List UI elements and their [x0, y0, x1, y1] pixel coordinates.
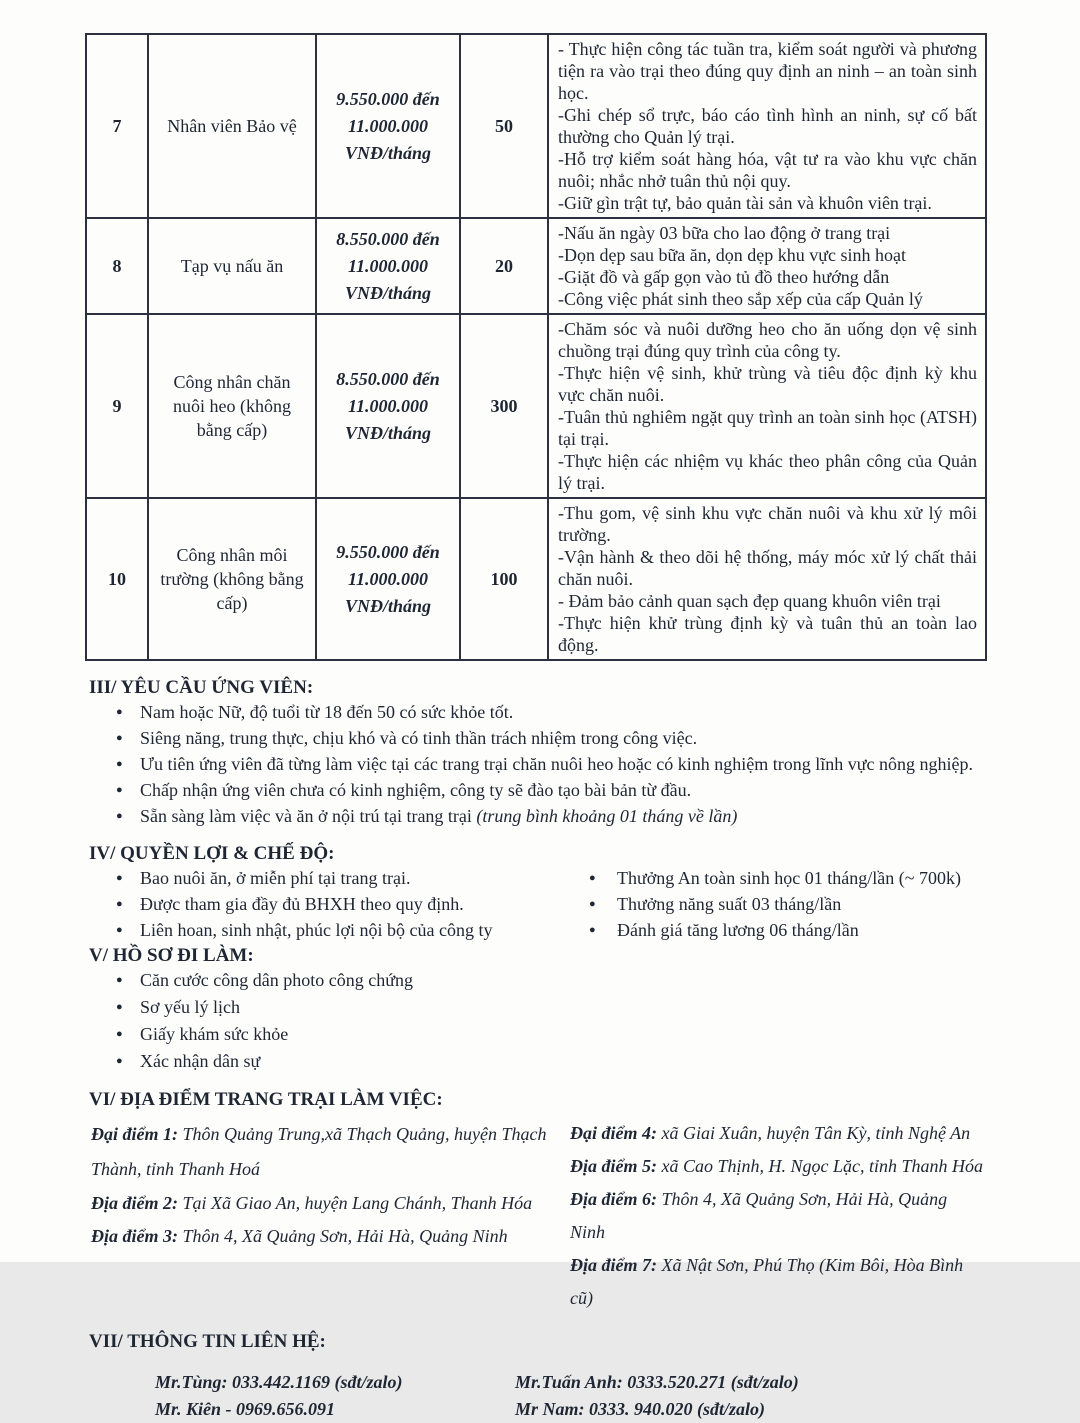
benefit-item: ● Liên hoan, sinh nhật, phúc lợi nội bộ của công ty: [85, 917, 585, 943]
location-text: xã Cao Thịnh, H. Ngọc Lặc, tỉnh Thanh Hóa: [657, 1156, 984, 1176]
job-title-cell: Tạp vụ nấu ăn: [148, 218, 316, 314]
benefit-item: ● Đánh giá tăng lương 06 tháng/lần: [585, 917, 985, 943]
salary-line: 8.550.000 đến: [336, 368, 440, 389]
salary-line: 11.000.000: [347, 568, 428, 589]
job-description-line: -Chăm sóc và nuôi dưỡng heo cho ăn uống dọn vệ sinh chuồng trại đúng quy trình của công ty.: [558, 319, 977, 361]
quantity-cell: 100: [460, 498, 548, 660]
benefit-item: ● Thưởng năng suất 03 tháng/lần: [585, 891, 985, 917]
job-description-line: - Thực hiện công tác tuần tra, kiểm soát người và phương tiện ra vào trại theo đúng quy định an ninh – an toàn sinh học.: [558, 39, 977, 103]
salary-line: 8.550.000 đến: [336, 228, 440, 249]
job-description-line: -Hỗ trợ kiểm soát hàng hóa, vật tư ra vào khu vực chăn nuôi; nhắc nhở tuân thủ nội quy.: [558, 149, 977, 191]
job-description-line: -Nấu ăn ngày 03 bữa cho lao động ở trang trại: [558, 223, 891, 243]
quantity-cell: 300: [460, 314, 548, 498]
job-description-line: -Vận hành & theo dõi hệ thống, máy móc xử lý chất thải chăn nuôi.: [558, 547, 977, 589]
section-documents: [85, 945, 985, 1075]
job-positions-table: [85, 33, 987, 661]
requirement-text: Sẵn sàng làm việc và ăn ở nội trú tại trang trại: [140, 806, 477, 826]
job-description-line: -Tuân thủ nghiêm ngặt quy trình an toàn sinh học (ATSH) tại trại.: [558, 407, 977, 449]
document-item: ● Sơ yếu lý lịch: [85, 994, 985, 1021]
salary-cell: [316, 498, 460, 660]
row-number-cell: 8: [86, 218, 148, 314]
contact-item: Mr.Tùng: 033.442.1169 (sđt/zalo): [155, 1372, 403, 1392]
requirement-note: (trung bình khoảng 01 tháng về lần): [476, 806, 738, 826]
job-description-line: -Thu gom, vệ sinh khu vực chăn nuôi và khu xử lý môi trường.: [558, 503, 977, 545]
requirement-item: [85, 725, 985, 751]
requirement-item: [85, 699, 985, 725]
salary-cell: [316, 218, 460, 314]
job-description-cell: [548, 218, 986, 314]
benefit-item: ● Thưởng An toàn sinh học 01 tháng/lần (~ 700k): [585, 865, 985, 891]
salary-cell: [316, 314, 460, 498]
job-description-line: -Dọn dẹp sau bữa ăn, dọn dẹp khu vực sinh hoạt: [558, 245, 906, 265]
location-label: Địa điểm 3:: [91, 1226, 178, 1246]
location-label: Đại điểm 4:: [570, 1123, 657, 1143]
location-label: Địa điểm 7:: [570, 1255, 657, 1275]
salary-line: 9.550.000 đến: [336, 88, 440, 109]
contact-heading: VII/ THÔNG TIN LIÊN HỆ:: [89, 1331, 326, 1352]
row-number-cell: 10: [86, 498, 148, 660]
salary-line: VNĐ/tháng: [344, 422, 432, 443]
job-description-line: -Ghi chép sổ trực, báo cáo tình hình an ninh, sự cố bất thường cho Quản lý trại.: [558, 105, 977, 147]
benefit-item: ● Bao nuôi ăn, ở miễn phí tại trang trại.: [85, 865, 585, 891]
job-description-cell: [548, 314, 986, 498]
job-title-cell: Công nhân môi trường (không bằng cấp): [148, 498, 316, 660]
section-requirements: [85, 677, 985, 829]
salary-line: 11.000.000: [347, 115, 428, 136]
quantity-cell: 20: [460, 218, 548, 314]
job-description-line: -Giữ gìn trật tự, bảo quản tài sản và khuôn viên trại.: [558, 193, 932, 213]
document-item: ● Căn cước công dân photo công chứng: [85, 967, 985, 994]
salary-line: VNĐ/tháng: [344, 142, 432, 163]
documents-heading: V/ HỒ SƠ ĐI LÀM:: [89, 945, 254, 966]
requirement-text: Ưu tiên ứng viên đã từng làm việc tại các trang trại chăn nuôi heo hoặc có kinh nghiệm trong lĩnh vực nông nghiệp.: [140, 754, 974, 774]
quantity-cell: 50: [460, 34, 548, 218]
job-description-line: -Thực hiện vệ sinh, khử trùng và tiêu độc định kỳ khu vực chăn nuôi.: [558, 363, 977, 405]
requirement-item: [85, 751, 985, 777]
location-text: Tại Xã Giao An, huyện Lang Chánh, Thanh Hóa: [178, 1193, 533, 1213]
location-item: [570, 1150, 985, 1183]
location-label: Địa điểm 5:: [570, 1156, 657, 1176]
location-text: Thôn 4, Xã Quảng Sơn, Hải Hà, Quảng Ninh: [178, 1226, 508, 1246]
location-label: Đại điểm 1:: [91, 1124, 178, 1144]
locations-heading: VI/ ĐỊA ĐIỂM TRANG TRẠI LÀM VIỆC:: [89, 1089, 443, 1110]
requirement-item: [85, 803, 985, 829]
location-text: Thôn Quảng Trung,xã Thạch Quảng, huyện Thạch Thành, tỉnh Thanh Hoá: [91, 1124, 547, 1179]
location-item: [91, 1187, 570, 1220]
salary-line: VNĐ/tháng: [344, 282, 432, 303]
location-item: [570, 1183, 985, 1249]
salary-cell: [316, 34, 460, 218]
location-text: Xã Nật Sơn, Phú Thọ (Kim Bôi, Hòa Bình cũ): [570, 1255, 964, 1308]
salary-line: 9.550.000 đến: [336, 541, 440, 562]
table-row: [86, 314, 986, 498]
location-item: [91, 1117, 570, 1187]
table-row: [86, 34, 986, 218]
location-item: [570, 1117, 985, 1150]
benefits-heading: IV/ QUYỀN LỢI & CHẾ ĐỘ:: [89, 843, 335, 864]
row-number-cell: 9: [86, 314, 148, 498]
requirement-text: Siêng năng, trung thực, chịu khó và có tinh thần trách nhiệm trong công việc.: [140, 728, 698, 748]
job-description-line: -Thực hiện khử trùng định kỳ và tuân thủ an toàn lao động.: [558, 613, 977, 655]
requirement-text: Nam hoặc Nữ, độ tuổi từ 18 đến 50 có sức khỏe tốt.: [140, 702, 514, 722]
job-description-line: -Giặt đồ và gấp gọn vào tủ đồ theo hướng dẫn: [558, 267, 890, 287]
salary-line: 11.000.000: [347, 255, 428, 276]
contact-item: Mr Nam: 0333. 940.020 (sđt/zalo): [515, 1399, 766, 1419]
job-description-line: -Thực hiện các nhiệm vụ khác theo phân công của Quản lý trại.: [558, 451, 977, 493]
location-label: Địa điểm 6:: [570, 1189, 657, 1209]
contact-item: Mr.Tuấn Anh: 0333.520.271 (sđt/zalo): [515, 1372, 799, 1392]
contact-item: Mr. Kiên - 0969.656.091: [155, 1399, 336, 1419]
location-text: xã Giai Xuân, huyện Tân Kỳ, tỉnh Nghệ An: [657, 1123, 971, 1143]
row-number-cell: 7: [86, 34, 148, 218]
salary-line: 11.000.000: [347, 395, 428, 416]
section-benefits: [85, 843, 985, 943]
location-item: [91, 1220, 570, 1253]
table-row: [86, 498, 986, 660]
section-locations: [85, 1089, 985, 1315]
requirement-text: Chấp nhận ứng viên chưa có kinh nghiệm, công ty sẽ đào tạo bài bản từ đầu.: [140, 780, 692, 800]
salary-line: VNĐ/tháng: [344, 595, 432, 616]
job-title-cell: Công nhân chăn nuôi heo (không bằng cấp): [148, 314, 316, 498]
location-item: [570, 1249, 985, 1315]
table-row: [86, 218, 986, 314]
job-description-line: -Công việc phát sinh theo sắp xếp của cấp Quản lý: [558, 289, 923, 309]
location-label: Địa điểm 2:: [91, 1193, 178, 1213]
requirements-heading: III/ YÊU CẦU ỨNG VIÊN:: [89, 677, 314, 698]
document-item: ● Giấy khám sức khỏe: [85, 1021, 985, 1048]
document-item: ● Xác nhận dân sự: [85, 1048, 985, 1075]
job-description-cell: [548, 34, 986, 218]
job-description-cell: [548, 498, 986, 660]
benefit-item: ● Được tham gia đầy đủ BHXH theo quy định.: [85, 891, 585, 917]
location-text: Thôn 4, Xã Quảng Sơn, Hải Hà, Quảng Ninh: [570, 1189, 948, 1242]
requirement-item: [85, 777, 985, 803]
job-description-line: - Đảm bảo cảnh quan sạch đẹp quang khuôn viên trại: [558, 591, 941, 611]
job-title-cell: Nhân viên Bảo vệ: [148, 34, 316, 218]
section-contact: [85, 1331, 985, 1423]
